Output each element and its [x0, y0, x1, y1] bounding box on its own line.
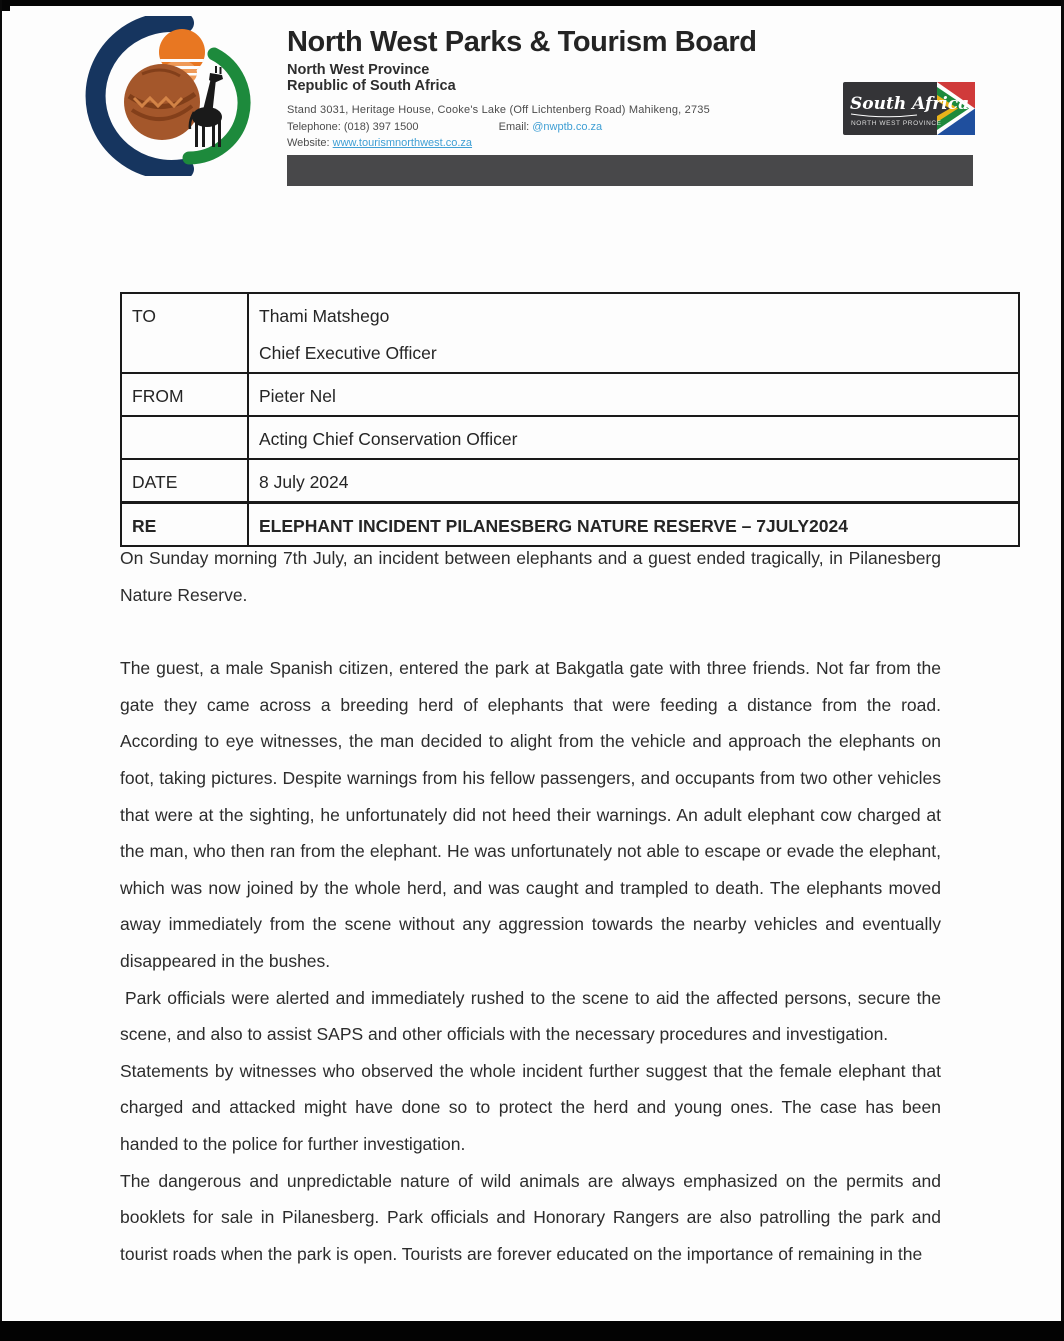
memo-label: DATE [132, 472, 178, 492]
letter-body [120, 540, 941, 1272]
telephone-number: (018) 397 1500 [343, 121, 419, 133]
photo-edge-top [0, 0, 1064, 6]
memo-to-name: Thami Matshego [259, 306, 390, 326]
email-link[interactable]: @nwptb.co.za [532, 121, 603, 133]
memo-header-table [120, 292, 1020, 547]
memo-row-from [121, 373, 1019, 416]
memo-row-to [121, 293, 1019, 373]
header-divider-bar [287, 155, 973, 186]
body-paragraph: The dangerous and unpredictable nature of wild animals are always emphasized on the permits and booklets for sale in Pilanesberg. Park officials and Honorary Rangers are also patrolling the park and tourist roads when the park is open. Tourists are forever educated on the importance of remaining in the [120, 1170, 941, 1264]
website-label: Website: [287, 137, 330, 149]
body-paragraph: On Sunday morning 7th July, an incident between elephants and a guest ended tragically, in Pilanesberg Nature Reserve. [120, 548, 941, 605]
memo-from-name: Pieter Nel [259, 386, 336, 406]
telephone-label: Telephone: [287, 121, 341, 133]
org-country: Republic of South Africa [287, 78, 456, 94]
memo-from-title: Acting Chief Conservation Officer [259, 429, 518, 449]
website-link[interactable]: www.tourismnorthwest.co.za [332, 137, 473, 149]
contact-line [287, 121, 757, 133]
memo-label: TO [132, 306, 156, 326]
memo-row-date [121, 459, 1019, 503]
photo-edge-left [0, 0, 2, 1341]
body-paragraph: Park officials were alerted and immediately rushed to the scene to aid the affected persons, secure the scene, and also to assist SAPS and other officials with the necessary procedures and investigation. [120, 987, 941, 1045]
memo-label: FROM [132, 386, 184, 406]
memo-date-value: 8 July 2024 [259, 472, 349, 492]
park-board-logo-icon [84, 16, 259, 176]
memo-subject: ELEPHANT INCIDENT PILANESBERG NATURE RESERVE – 7JULY2024 [259, 516, 848, 536]
body-paragraph: The guest, a male Spanish citizen, entered the park at Bakgatla gate with three friends. Not far from the gate they came across a breeding herd of elephants that were feeding a distance from the road. According to eye witnesses, the man decided to alight from the vehicle and approach the elephants on foot, taking pictures. Despite warnings from his fellow passengers, and occupants from two other vehicles that were at the sighting, he unfortunately did not heed their warnings. An adult elephant cow charged at the man, who then ran from the elephant. He was unfortunately not able to escape or evade the elephant, which was now joined by the whole herd, and was caught and trampled to death. The elephants moved away immediately from the scene without any aggression towards the nearby vehicles and eventually disappeared in the bushes. [120, 658, 941, 971]
org-address: Stand 3031, Heritage House, Cooke's Lake (Off Lichtenberg Road) Mahikeng, 2735 [287, 104, 710, 116]
memo-row-from-title [121, 416, 1019, 459]
badge-subtitle: NORTH WEST PROVINCE [851, 120, 942, 127]
org-name: North West Parks & Tourism Board [287, 26, 757, 58]
email-label: Email: [498, 121, 530, 133]
body-paragraph: Statements by witnesses who observed the whole incident further suggest that the female elephant that charged and attacked might have done so to protect the herd and young ones. The case has been handed to the police for further investigation. [120, 1060, 941, 1154]
badge-title: South Africa [850, 94, 970, 114]
letterhead [287, 26, 757, 149]
memo-to-title: Chief Executive Officer [259, 343, 437, 363]
website-line [287, 137, 757, 149]
photo-edge-bottom [0, 1321, 1064, 1341]
memo-label: RE [132, 516, 157, 536]
org-province: North West Province [287, 62, 430, 78]
sa-flag-icon [843, 82, 975, 135]
